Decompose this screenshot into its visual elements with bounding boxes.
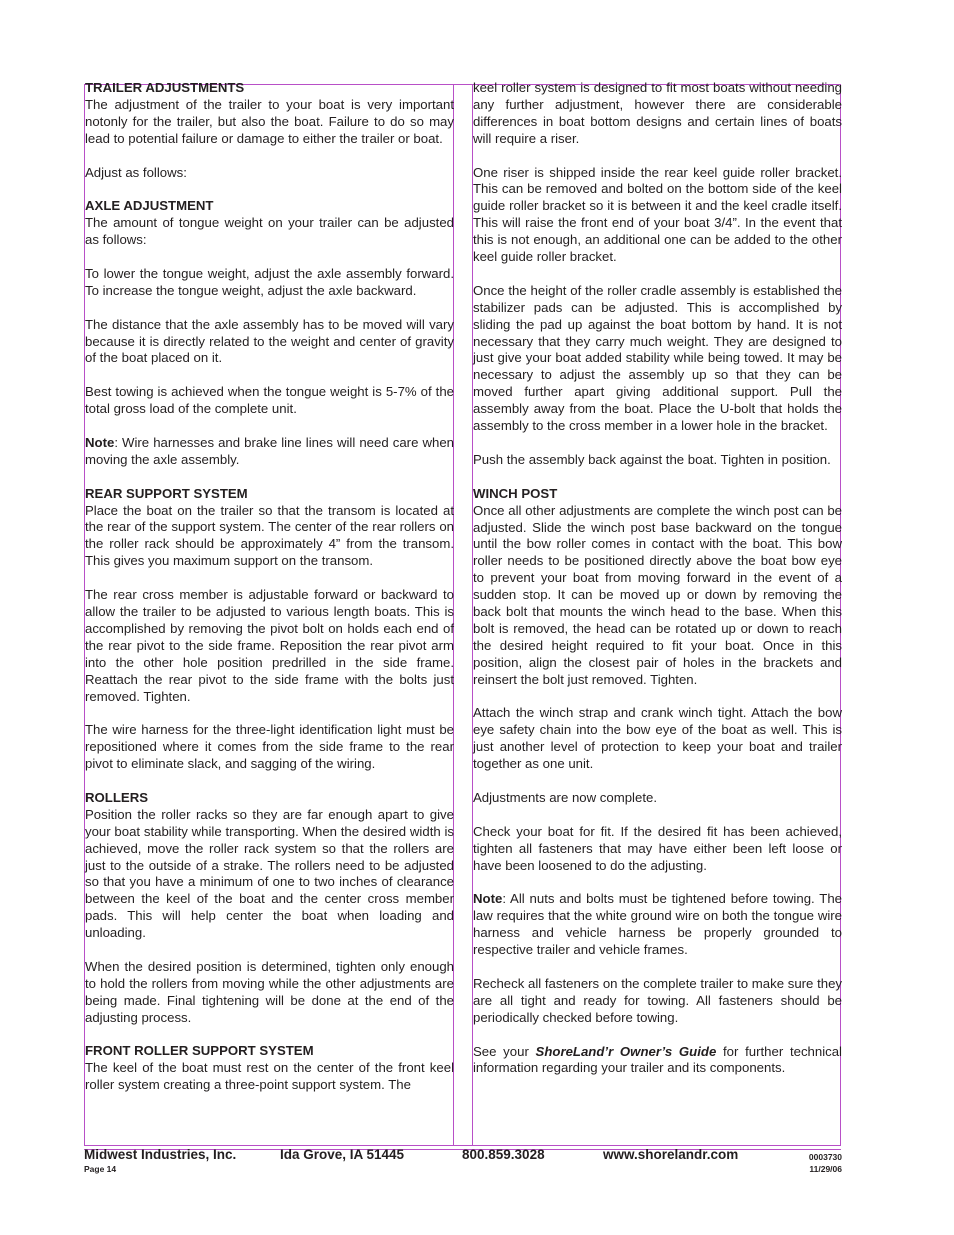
paragraph: Push the assembly back against the boat. Tighten in position. [473,451,831,467]
owners-guide-paragraph [473,1044,842,1078]
owners-guide-title: ShoreLand’r Owner’s Guide [535,1043,717,1059]
paragraph: Place the boat on the trailer so that the transom is located at the rear of the support system. The center of the rear rollers on the roller rack should be approximately 4” from the transom. This gives you maximum support on the transom. [85,502,454,569]
note-text: : Wire harnesses and brake line lines will need care when moving the axle assembly. [85,434,454,467]
paragraph: Once all other adjustments are complete the winch post can be adjusted. Slide the winch post base backward on the tongue until the bow roller comes in contact with the boat. This bow roller needs to be positioned directly above the boat bow eye to prevent your boat from moving forward in the event of a sudden stop. It can be moved up or down by removing the back bolt that mounts the winch head to the base. When this bolt is removed, the head can be rotated up or down to reach the desired height required to fit your boat. Once in this position, align the closest pair of holes in the brackets and reinsert the bolt just removed. Tighten. [473,502,842,687]
paragraph: To lower the tongue weight, adjust the axle assembly forward. To increase the tongue weight, adjust the axle backward. [85,265,454,298]
note-paragraph [473,891,842,959]
footer-rule-top [84,1145,841,1146]
left-column [85,80,454,1094]
footer-date: 11/29/06 [809,1164,842,1174]
footer-page-number: Page 14 [84,1164,117,1174]
footer-website: www.shorelandr.com [603,1147,739,1162]
paragraph: Check your boat for fit. If the desired fit has been achieved, tighten all fasteners that may have either been left loose or have been loosened to do the adjusting. [473,823,842,873]
paragraph: Recheck all fasteners on the complete trailer to make sure they are all tight and ready for towing. All fasteners should be periodically checked before towing. [473,975,842,1025]
heading-rollers: ROLLERS [85,789,149,805]
paragraph: One riser is shipped inside the rear keel guide roller bracket. This can be removed and bolted on the bottom side of the keel guide roller bracket so it is between it and the keel cradle itself. This will raise the front end of your boat 3/4”. In the event that this is not enough, an additional one can be added to the other keel guide roller bracket. [473,164,842,265]
note-label: Note [85,434,115,450]
footer-city: Ida Grove, IA 51445 [280,1147,405,1162]
paragraph: Best towing is achieved when the tongue weight is 5-7% of the total gross load of the complete unit. [85,384,454,417]
paragraph: Attach the winch strap and crank winch tight. Attach the bow eye safety chain into the bow eye of the boat as well. This is just another level of protection to keep your boat and trailer together as one unit. [473,705,842,772]
paragraph: The distance that the axle assembly has to be moved will vary because it is directly related to the weight and center of gravity of the boat placed on it. [85,316,454,366]
note-label: Note [473,891,503,907]
right-column [473,80,842,1077]
paragraph: Adjust as follows: [85,164,187,180]
paragraph: The wire harness for the three-light identification light must be repositioned where it comes from the side frame to the rear pivot to eliminate slack, and sagging of the wiring. [85,722,454,772]
paragraph: When the desired position is determined, tighten only enough to hold the rollers from moving while the other adjustments are being made. Final tightening will be done at the end of the adjusting process. [85,958,454,1025]
see-suffix: for further technical information regarding your trailer and its components. [473,1043,842,1076]
paragraph: The rear cross member is adjustable forward or backward to allow the trailer to be adjusted to various length boats. This is accomplished by removing the pivot bolt on holds each end of the rear pivot to the side frame. Reposition the rear pivot arm into the other hole position predrilled in the side frame. Reattach the rear pivot to the side frame with the bolts just removed. Tighten. [85,587,454,704]
see-prefix: See your [473,1043,536,1059]
note-text: : All nuts and bolts must be tightened before towing. The law requires that the white ground wire on both the tongue wire harness and vehicle harness be properly grounded to respective trailer and vehicle frames. [473,891,842,958]
heading-front-roller-support-system: FRONT ROLLER SUPPORT SYSTEM [85,1043,314,1059]
paragraph: Once the height of the roller cradle assembly is established the stabilizer pads can be adjusted. This is accomplished by sliding the pad up against the boat bottom by hand. It is not necessary that they carry much weight. They are designed to just give your boat added stability while being towed. It may be necessary to adjust the assembly up so that they can be moved further apart giving additional support. Pull the assembly away from the boat. Place the U-bolt that holds the assembly to the cross member in a lower hole in the bracket. [473,282,842,434]
paragraph: The keel of the boat must rest on the center of the front keel roller system creating a three-point support system. The [85,1060,454,1093]
heading-trailer-adjustments: TRAILER ADJUSTMENTS [85,80,245,95]
paragraph: Adjustments are now complete. [473,789,657,805]
note-paragraph [85,435,454,469]
footer-doc-code: 0003730 [808,1152,842,1162]
paragraph: The amount of tongue weight on your trailer can be adjusted as follows: [85,215,454,248]
heading-rear-support-system: REAR SUPPORT SYSTEM [85,485,248,501]
footer-company: Midwest Industries, Inc. [84,1147,237,1162]
paragraph: keel roller system is designed to fit most boats without needing any further adjustment, however there are considerable differences in boat bottom designs and certain lines of boats will require a riser. [473,80,842,146]
footer-phone: 800.859.3028 [462,1147,545,1162]
paragraph: Position the roller racks so they are far enough apart to give your boat stability while transporting. When the desired width is achieved, move the roller rack system so that the rollers are just to the outside of a strake. The rollers need to be adjusted so that you have a minimum of one to two inches of clearance between the keel of the boat and the center cross member pads. This will help center the boat when loading and unloading. [85,806,454,941]
heading-axle-adjustment: AXLE ADJUSTMENT [85,198,214,214]
paragraph: The adjustment of the trailer to your boat is very important notonly for the trailer, but also the boat. Failure to do so may lead to potential failure or damage to either the trailer or boat. [85,96,454,146]
heading-winch-post: WINCH POST [473,485,558,501]
